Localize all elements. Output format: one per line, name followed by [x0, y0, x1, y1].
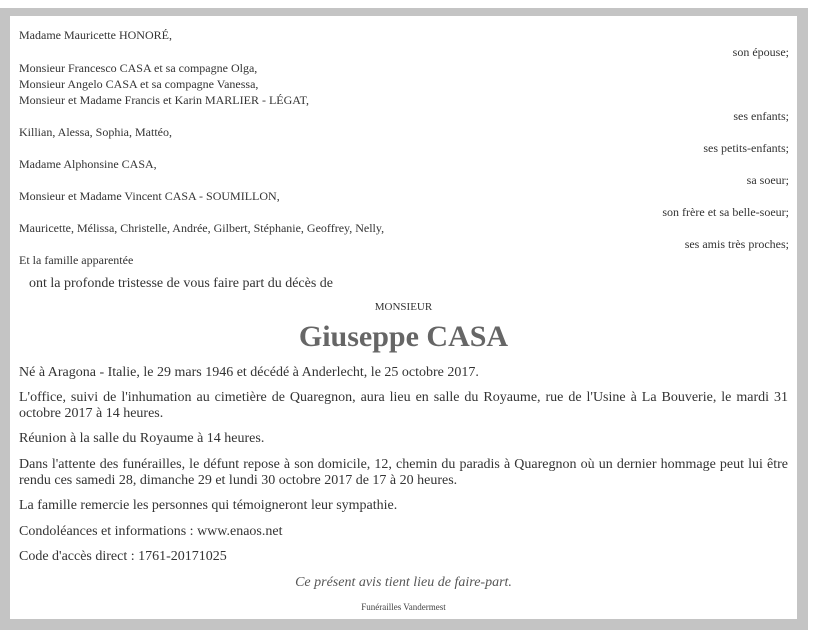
relative-line: Mauricette, Mélissa, Christelle, Andrée, Gilbert, Stéphanie, Geoffrey, Nelly,: [19, 221, 385, 235]
relative-line: Madame Alphonsine CASA,: [19, 157, 157, 171]
relative-line: Monsieur Francesco CASA et sa compagne Olga,: [19, 61, 258, 75]
meeting-info: Réunion à la salle du Royaume à 14 heures.: [19, 431, 265, 446]
relation-label: son épouse;: [732, 45, 789, 59]
honorific: MONSIEUR: [374, 301, 433, 313]
relative-line: Killian, Alessa, Sophia, Mattéo,: [19, 125, 172, 139]
birth-death-info: Né à Aragona - Italie, le 29 mars 1946 et décédé à Anderlecht, le 25 octobre 2017.: [19, 365, 479, 380]
relation-label: ses amis très proches;: [684, 237, 789, 251]
relative-line: Madame Mauricette HONORÉ,: [19, 28, 172, 42]
death-notice: [10, 16, 797, 619]
relative-line: Monsieur Angelo CASA et sa compagne Vanessa,: [19, 77, 259, 91]
relation-label: ses enfants;: [733, 109, 789, 123]
repose-info: Dans l'attente des funérailles, le défunt repose à son domicile, 12, chemin du paradis à Quaregnon où un dernier hommage peut lui être rendu ces samedi 28, dimanche 29 et lundi 30 octobre 2017 de 17 à 20 heures.: [19, 457, 788, 488]
condolences-info: Condoléances et informations : www.enaos.net: [19, 524, 283, 539]
relation-label: sa soeur;: [746, 173, 789, 187]
relation-label: ses petits-enfants;: [703, 141, 789, 155]
relative-line: Monsieur et Madame Francis et Karin MARLIER - LÉGAT,: [19, 93, 310, 107]
access-code: Code d'accès direct : 1761-20171025: [19, 549, 227, 564]
deceased-name: Giuseppe CASA: [298, 320, 509, 353]
relation-label: son frère et sa belle-soeur;: [662, 205, 789, 219]
relative-line: Et la famille apparentée: [19, 253, 134, 267]
announcement-intro: ont la profonde tristesse de vous faire part du décès de: [29, 276, 334, 291]
funeral-home-credit: Funérailles Vandermest: [361, 602, 446, 612]
relative-line: Monsieur et Madame Vincent CASA - SOUMILLON,: [19, 189, 280, 203]
funeral-service-info: L'office, suivi de l'inhumation au cimetière de Quaregnon, aura lieu en salle du Royaume, rue de l'Usine à La Bouverie, le mardi 31 octobre 2017 à 14 heures.: [19, 390, 788, 421]
thanks-note: La famille remercie les personnes qui témoigneront leur sympathie.: [19, 498, 398, 513]
notice-footer-note: Ce présent avis tient lieu de faire-part.: [295, 575, 512, 590]
